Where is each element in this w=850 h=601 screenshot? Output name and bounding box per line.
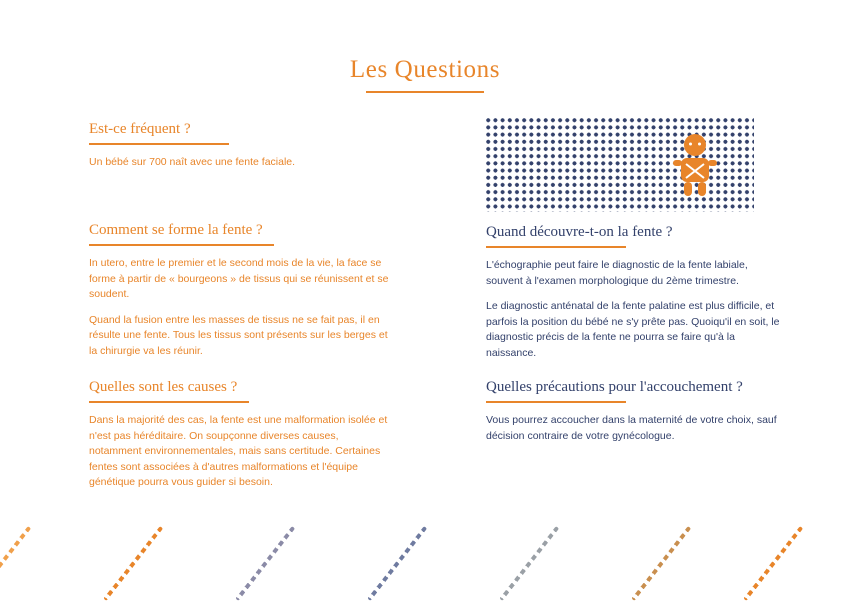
decorative-stroke [367, 526, 427, 601]
baby-icon [672, 132, 718, 198]
section-underline [89, 401, 249, 403]
section-heading: Quelles sont les causes ? [89, 379, 238, 395]
section-body [486, 413, 786, 444]
baby-illustration-panel [486, 118, 754, 212]
section-quand-decouvre-t-on-la-fente [486, 223, 786, 361]
section-body [89, 413, 389, 491]
decorative-stroke [743, 526, 803, 601]
decorative-stroke [103, 526, 163, 601]
section-est-ce-frequent [89, 120, 389, 171]
paragraph: L'échographie peut faire le diagnostic de la fente labiale, souvent à l'examen morphologique du 2ème trimestre. [486, 259, 748, 287]
section-quelles-sont-les-causes [89, 378, 389, 491]
decorative-stroke [235, 526, 295, 601]
section-underline [89, 143, 229, 145]
paragraph: Dans la majorité des cas, la fente est une malformation isolée et n'est pas héréditaire. On soupçonne diverses causes, notamment environnementales, mais sans certitude. Certaines fentes sont associées à d'autres malformations et l'équipe génétique pourra vous guider si besoin. [89, 414, 388, 489]
section-comment-se-forme-la-fente [89, 221, 389, 359]
section-heading: Quand découvre-t-on la fente ? [486, 224, 673, 240]
decorative-stroke [631, 526, 691, 601]
section-body [89, 155, 389, 171]
decorative-stroke [0, 526, 31, 601]
decorative-stroke [499, 526, 559, 601]
paragraph: Vous pourrez accoucher dans la maternité de votre choix, sauf décision contraire de votre gynécologue. [486, 414, 777, 442]
paragraph: Quand la fusion entre les masses de tissus ne se fait pas, il en résulte une fente. Tous les tissus sont présents sur les berges et la chirurgie va les réunir. [89, 313, 388, 357]
section-body [89, 256, 389, 359]
paragraph: Le diagnostic anténatal de la fente palatine est plus difficile, et parfois la position du bébé ne s'y prête pas. Quoiqu'il en soit, le diagnostic précis de la fente ne pourra se faire qu'à la naissance. [486, 300, 780, 359]
title-underline [366, 91, 484, 93]
section-underline [486, 401, 626, 403]
paragraph: In utero, entre le premier et le second mois de la vie, la face se forme à partir de « bourgeons » de tissus qui se réunissent et se soudent. [89, 257, 389, 301]
section-underline [486, 246, 626, 248]
bottom-decoration [0, 520, 850, 601]
section-underline [89, 244, 274, 246]
section-quelles-precautions-pour-laccouchement [486, 378, 786, 444]
section-heading: Comment se forme la fente ? [89, 222, 263, 238]
section-heading: Quelles précautions pour l'accouchement ? [486, 379, 743, 395]
page-title: Les Questions [349, 56, 501, 83]
section-body [486, 258, 786, 361]
section-heading: Est-ce fréquent ? [89, 121, 191, 137]
page-title-block [0, 56, 850, 93]
paragraph: Un bébé sur 700 naît avec une fente faciale. [89, 156, 296, 168]
